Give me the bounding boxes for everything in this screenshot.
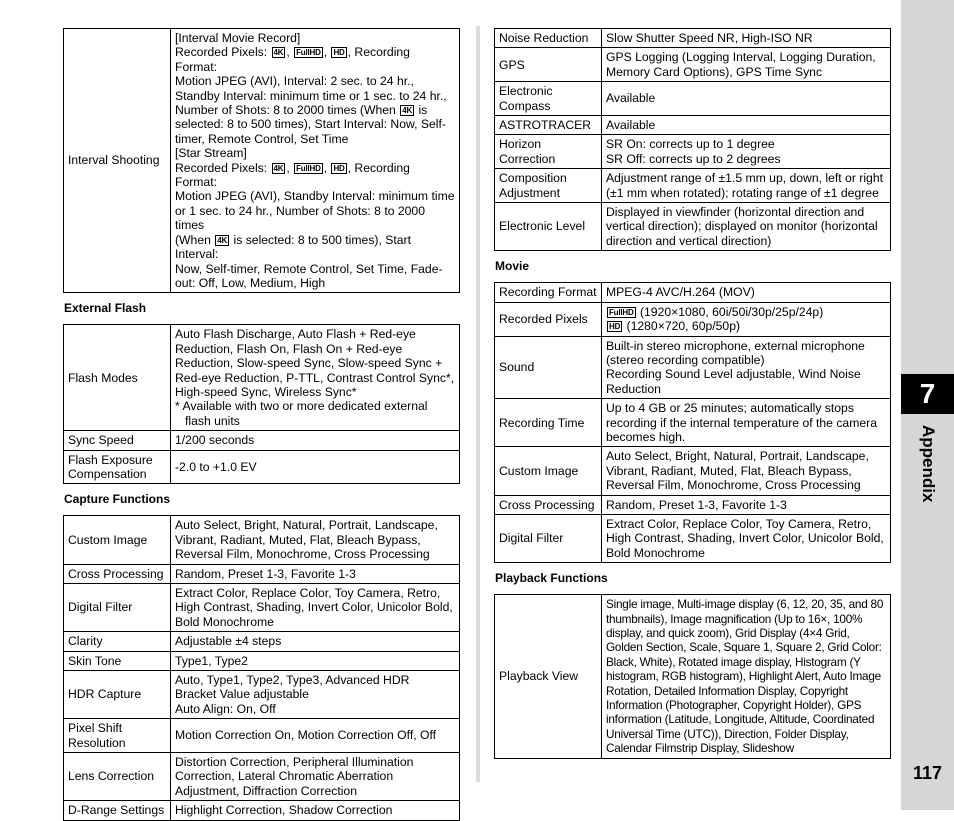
spec-label: Pixel Shift Resolution (64, 719, 171, 753)
footnote: * Available with two or more dedicated external flash units (175, 399, 428, 428)
spec-label: Playback View (495, 595, 602, 758)
table-row (495, 82, 891, 116)
capture-functions-heading: Capture Functions (64, 492, 171, 507)
spec-value-line: [Star Stream] (175, 146, 247, 161)
spec-label: Recording Format (495, 283, 602, 302)
spec-label: Lens Correction (64, 753, 171, 801)
table-row (495, 399, 891, 447)
spec-label: Horizon Correction (495, 135, 602, 169)
spec-value-line: HD (1280×720, 60p/50p) (609, 319, 741, 334)
playback-functions-heading: Playback Functions (495, 571, 608, 586)
spec-value-line: Motion JPEG (AVI), Interval: 2 sec. to 24 hr., (175, 74, 414, 89)
spec-value-line: Correction, Lateral Chromatic Aberration (175, 769, 394, 784)
spec-label: Flash Exposure Compensation (64, 450, 171, 484)
table-row (495, 514, 891, 562)
spec-value-line: High-speed Sync, Wireless Sync* (175, 384, 357, 399)
spec-value-line: thumbnails), Image magnification (Up to 16×, 100% (606, 611, 863, 626)
table-row (64, 651, 460, 670)
table-row (64, 325, 460, 431)
spec-value (171, 671, 460, 719)
spec-value-line: Universal Time (UTC)), Direction, Folder Display, (606, 726, 849, 741)
4k-resolution-icon: 4K (402, 106, 413, 116)
table-row (64, 801, 460, 820)
movie-heading: Movie (495, 259, 530, 274)
fhd-resolution-icon: FullHD (296, 163, 321, 173)
spec-value-line: Random, Preset 1-3, Favorite 1-3 (175, 566, 356, 581)
spec-value-line: Standby Interval: minimum time or 1 sec. to 24 hr., (175, 88, 447, 103)
spec-value-line: timer, Remote Control, Set Time (175, 131, 349, 146)
spec-value (602, 169, 891, 203)
spec-value-line: Adjustable ±4 steps (175, 634, 282, 649)
spec-value-line: Vibrant, Radiant, Muted, Flat, Bleach Bypass, (175, 532, 421, 547)
spec-value-line: High Contrast, Shading, Invert Color, Unicolor Bold, (175, 600, 453, 615)
table-row (495, 135, 891, 169)
spec-value (602, 495, 891, 514)
spec-value (602, 82, 891, 116)
spec-value-line: Adjustment range of ±1.5 mm up, down, left or right (606, 171, 883, 186)
spec-value-line: -2.0 to +1.0 EV (175, 459, 257, 474)
spec-value-line: out: Off, Low, Medium, High (175, 275, 326, 290)
spec-value-line: direction and vertical direction) (606, 233, 772, 248)
spec-label: Cross Processing (495, 495, 602, 514)
spec-value-line: Calendar Filmstrip Display, Slideshow (606, 741, 794, 756)
spec-label: Interval Shooting (64, 29, 171, 293)
spec-value-line: FullHD (1920×1080, 60i/50i/30p/25p/24p) (609, 304, 824, 319)
hd-resolution-icon: HD (333, 163, 345, 173)
spec-value-line: Motion JPEG (AVI), Standby Interval: minimum time (175, 189, 455, 204)
table-row (64, 431, 460, 450)
spec-label: ASTROTRACER (495, 116, 602, 135)
table-row (64, 753, 460, 801)
capture-functions-table (63, 515, 460, 820)
spec-value-line: [Interval Movie Record] (175, 31, 301, 45)
spec-value-line: (stereo recording compatible) (606, 352, 765, 367)
spec-value (602, 514, 891, 562)
spec-value-line: Recording Sound Level adjustable, Wind Noise (606, 367, 861, 382)
movie-table (494, 282, 891, 563)
spec-value-line: Black, White), Rotated image display, Histogram (Y (606, 654, 861, 669)
table-row (495, 169, 891, 203)
table-row (495, 116, 891, 135)
spec-label: Electronic Level (495, 203, 602, 251)
spec-label: HDR Capture (64, 671, 171, 719)
spec-label: Custom Image (495, 447, 602, 495)
spec-value-line: histogram, RGB histogram), Highlight Alert, Auto Image (606, 669, 881, 684)
spec-value-line: Auto Select, Bright, Natural, Portrait, Landscape, (175, 518, 438, 533)
left-column (63, 28, 460, 821)
spec-value-line: Available (606, 91, 656, 106)
spec-value-line: Recorded Pixels: 4K , FullHD , HD , Recording Format: (175, 160, 410, 190)
4k-resolution-icon: 4K (217, 235, 228, 245)
spec-value-line: Rotation, Detailed Information Display, Copyright (606, 683, 848, 698)
spec-value-line: Bold Monochrome (175, 614, 274, 629)
spec-value-line: Number of Shots: 8 to 2000 times (When 4K is (175, 103, 428, 118)
spec-value-line: Golden Section, Scale, Square 1, Square 2, Grid Color: (606, 640, 882, 655)
table-row (64, 719, 460, 753)
spec-value-line: GPS Logging (Logging Interval, Logging Duration, (606, 50, 876, 65)
spec-value-line: Highlight Correction, Shadow Correction (175, 803, 393, 818)
spec-value-line: Type1, Type2 (175, 653, 248, 668)
hd-resolution-icon: HD (333, 48, 345, 58)
spec-value (171, 516, 460, 564)
spec-value-line: Reduction, Slow-speed Sync, Slow-speed Sync + (175, 356, 443, 371)
table-row (495, 48, 891, 82)
spec-label: Sound (495, 336, 602, 399)
spec-value-line: (±1 mm when rotated); rotating range of ±1 degree (606, 185, 879, 200)
spec-value-line: SR On: corrects up to 1 degree (606, 137, 775, 152)
spec-value-line: Reversal Film, Monochrome, Cross Processing (175, 547, 430, 562)
spec-value-line: (When 4K is selected: 8 to 500 times), Start Interval: (175, 232, 411, 262)
column-divider (476, 26, 480, 782)
spec-value-line: Displayed in viewfinder (horizontal direction and (606, 205, 865, 220)
spec-label: Clarity (64, 632, 171, 651)
spec-value-line: Built-in stereo microphone, external microphone (606, 338, 865, 353)
spec-value-line: recording if the internal temperature of the camera (606, 415, 877, 430)
chapter-number: 7 (901, 374, 954, 414)
spec-value-line: Extract Color, Replace Color, Toy Camera, Retro, (606, 516, 872, 531)
spec-value (602, 302, 891, 336)
table-row (64, 564, 460, 583)
capture-functions-continued-table (494, 28, 891, 251)
spec-value-line: 1/200 seconds (175, 433, 255, 448)
spec-value (171, 431, 460, 450)
spec-label: Custom Image (64, 516, 171, 564)
spec-value-line: MPEG-4 AVC/H.264 (MOV) (606, 285, 755, 300)
spec-label: D-Range Settings (64, 801, 171, 820)
spec-value (602, 116, 891, 135)
spec-label: Digital Filter (64, 584, 171, 632)
spec-value-line: vertical direction); displayed on monitor (horizontal (606, 219, 878, 234)
spec-value-line: Single image, Multi-image display (6, 12, 20, 35, and 80 (606, 597, 884, 612)
spec-value-line: information (Latitude, Longitude, Altitude, Coordinated (606, 712, 875, 727)
spec-value-line: Auto Flash Discharge, Auto Flash + Red-eye (175, 327, 416, 342)
table-row (495, 336, 891, 399)
spec-value-line: selected: 8 to 500 times), Start Interval: Now, Self- (175, 117, 446, 132)
spec-value-line: Auto Align: On, Off (175, 701, 276, 716)
spec-value-line: Auto, Type1, Type2, Type3, Advanced HDR (175, 673, 410, 688)
spec-value-line: High Contrast, Shading, Invert Color, Unicolor Bold, (606, 531, 884, 546)
fhd-resolution-icon: FullHD (296, 48, 321, 58)
spec-value-line: Up to 4 GB or 25 minutes; automatically stops (606, 401, 854, 416)
spec-label: Digital Filter (495, 514, 602, 562)
spec-value-line: Available (606, 118, 656, 133)
table-row (495, 29, 891, 48)
spec-value-line: Extract Color, Replace Color, Toy Camera, Retro, (175, 586, 441, 600)
spec-value-line: Motion Correction On, Motion Correction Off, Off (175, 728, 437, 743)
interval-table (63, 28, 460, 293)
table-row (64, 584, 460, 632)
spec-value-line: Reduction, Flash On, Flash On + Red-eye (175, 341, 403, 356)
right-column (494, 28, 891, 759)
spec-value (602, 336, 891, 399)
spec-label: Composition Adjustment (495, 169, 602, 203)
spec-value (602, 283, 891, 302)
spec-value-line: Auto Select, Bright, Natural, Portrait, Landscape, (606, 449, 869, 464)
spec-value (171, 801, 460, 820)
spec-label: GPS (495, 48, 602, 82)
spec-value-line: Reduction (606, 381, 661, 396)
spec-value-line: SR Off: corrects up to 2 degrees (606, 151, 781, 166)
spec-label: Flash Modes (64, 325, 171, 431)
spec-value (171, 450, 460, 484)
spec-value-line: display, and quick zoom), Grid Display (4×4 Grid, (606, 626, 850, 640)
chapter-title (905, 425, 950, 535)
spec-value-line: Bracket Value adjustable (175, 687, 309, 702)
spec-value (602, 48, 891, 82)
spec-label: Recorded Pixels (495, 302, 602, 336)
spec-value-line: Recorded Pixels: 4K , FullHD , HD , Recording Format: (175, 45, 410, 74)
page-number: 117 (912, 763, 943, 783)
spec-label: Electronic Compass (495, 82, 602, 116)
table-row (495, 495, 891, 514)
spec-value (602, 29, 891, 48)
table-row (64, 450, 460, 484)
table-row (64, 671, 460, 719)
fhd-resolution-icon: FullHD (609, 307, 634, 317)
table-row (64, 29, 460, 293)
4k-resolution-icon: 4K (273, 163, 284, 173)
spec-value-line: or 1 sec. to 24 hr., Number of Shots: 8 to 2000 times (175, 203, 425, 233)
table-row (495, 447, 891, 495)
spec-value-line: Information (Photographer, Copyright Holder), GPS (606, 698, 862, 713)
spec-value (171, 632, 460, 651)
spec-value (171, 651, 460, 670)
spec-value-line: becomes high. (606, 429, 686, 444)
4k-resolution-icon: 4K (273, 48, 284, 58)
spec-value-line: Adjustment, Diffraction Correction (175, 783, 357, 798)
spec-value (602, 399, 891, 447)
spec-value-line: Vibrant, Radiant, Muted, Flat, Bleach Bypass, (606, 463, 852, 478)
table-row (495, 203, 891, 251)
hd-resolution-icon: HD (609, 322, 621, 332)
table-row (495, 283, 891, 302)
table-row (495, 595, 891, 758)
spec-value-line: Red-eye Reduction, P-TTL, Contrast Control Sync*, (175, 370, 455, 385)
spec-label: Skin Tone (64, 651, 171, 670)
spec-label: Sync Speed (64, 431, 171, 450)
external-flash-heading: External Flash (64, 301, 147, 316)
table-row (64, 632, 460, 651)
spec-label: Noise Reduction (495, 29, 602, 48)
playback-functions-table (494, 594, 891, 758)
spec-value-line: Distortion Correction, Peripheral Illumination (175, 755, 414, 770)
spec-value (171, 325, 460, 431)
table-row (64, 516, 460, 564)
spec-value-line: Random, Preset 1-3, Favorite 1-3 (606, 497, 787, 512)
spec-label: Cross Processing (64, 564, 171, 583)
spec-value (171, 584, 460, 632)
spec-value (171, 719, 460, 753)
spec-value (602, 447, 891, 495)
chapter-title-text: Appendix (918, 425, 938, 503)
spec-value (171, 753, 460, 801)
spec-value (602, 203, 891, 251)
spec-value-line: Now, Self-timer, Remote Control, Set Time, Fade- (175, 261, 443, 276)
spec-value-line: Reversal Film, Monochrome, Cross Processing (606, 478, 861, 493)
spec-value (602, 595, 891, 758)
spec-value-line: Memory Card Options), GPS Time Sync (606, 64, 823, 79)
table-row (495, 302, 891, 336)
spec-value-line: Bold Monochrome (606, 545, 705, 560)
spec-value-line: Slow Shutter Speed NR, High-ISO NR (606, 31, 813, 45)
spec-label: Recording Time (495, 399, 602, 447)
spec-value (171, 29, 460, 293)
spec-value (171, 564, 460, 583)
external-flash-table (63, 324, 460, 484)
spec-value (602, 135, 891, 169)
